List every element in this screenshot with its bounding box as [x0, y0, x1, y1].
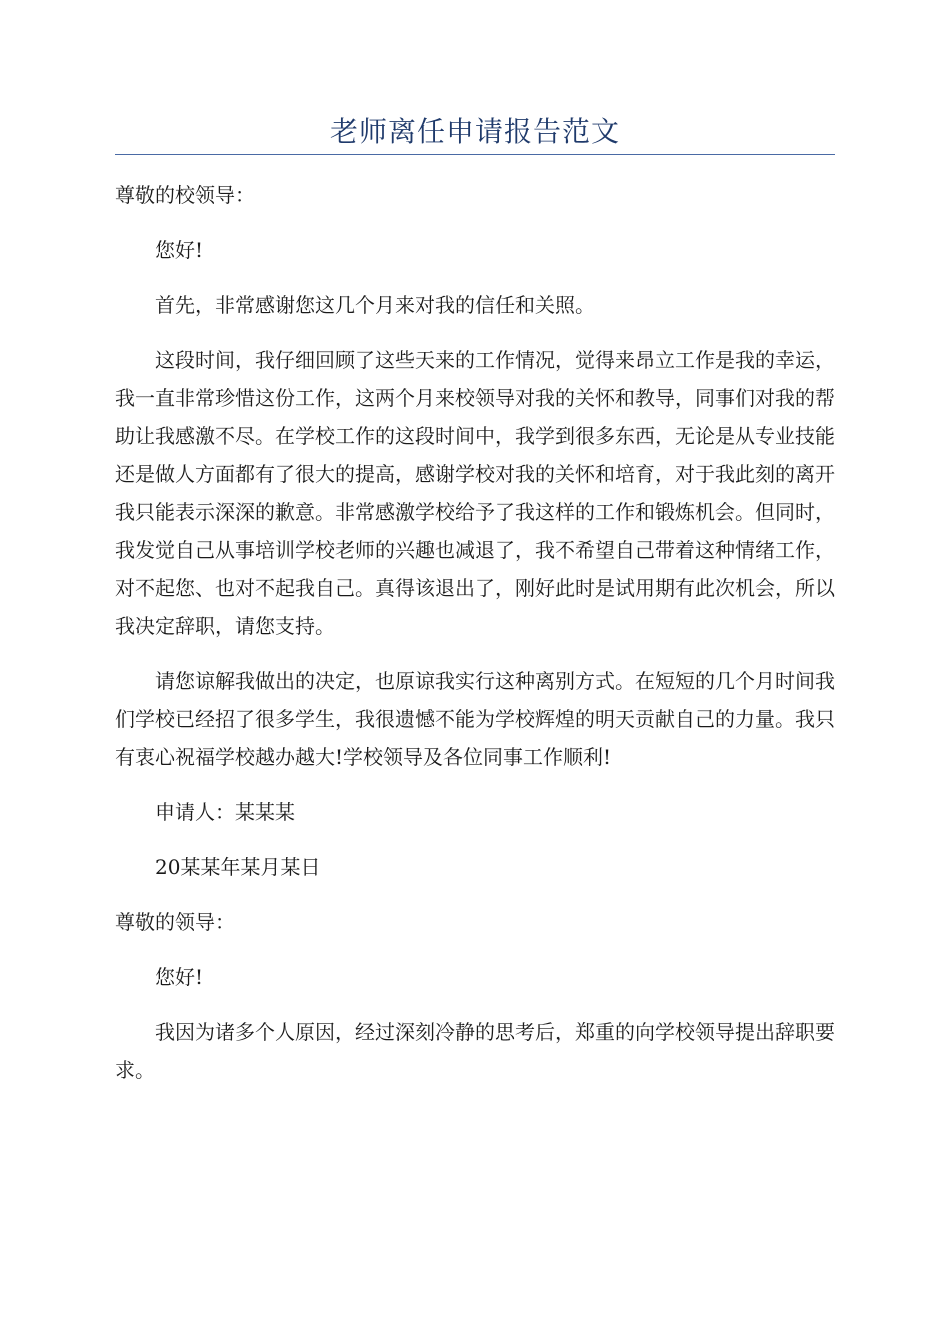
document-title: 老师离任申请报告范文	[329, 115, 620, 148]
thanks-paragraph: 首先，非常感谢您这几个月来对我的信任和关照。	[155, 293, 595, 317]
applicant-line: 申请人：某某某	[155, 800, 295, 824]
date-line: 20某某年某月某日	[155, 855, 321, 879]
second-greeting-paragraph: 您好!	[155, 965, 204, 989]
greeting-paragraph: 您好!	[155, 238, 204, 262]
reason-paragraph: 这段时间，我仔细回顾了这些天来的工作情况，觉得来昂立工作是我的幸运，我一直非常珍惜这份工作，这两个月来校领导对我的关怀和教导，同事们对我的帮助让我感激不尽。在学校工作的这段时间中，我学到很多东西，无论是从专业技能还是做人方面都有了很大的提高，感谢学校对我的关怀和培育，对于我此刻的离开我只能表示深深的歉意。非常感激学校给予了我这样的工作和锻炼机会。但同时，我发觉自己从事培训学校老师的兴趣也减退了，我不希望自己带着这种情绪工作，对不起您、也对不起我自己。真得该退出了，刚好此时是试用期有此次机会，所以我决定辞职，请您支持。	[115, 348, 835, 638]
closing-paragraph: 请您谅解我做出的决定，也原谅我实行这种离别方式。在短短的几个月时间我们学校已经招了很多学生，我很遗憾不能为学校辉煌的明天贡献自己的力量。我只有衷心祝福学校越办越大!学校领导及各位同事工作顺利!	[115, 669, 835, 769]
salutation-paragraph: 尊敬的校领导：	[115, 183, 255, 207]
document-body	[115, 176, 835, 1106]
title-underline	[115, 154, 835, 155]
second-reason-paragraph: 我因为诸多个人原因，经过深刻冷静的思考后，郑重的向学校领导提出辞职要求。	[115, 1020, 835, 1082]
second-salutation-paragraph: 尊敬的领导：	[115, 910, 235, 934]
